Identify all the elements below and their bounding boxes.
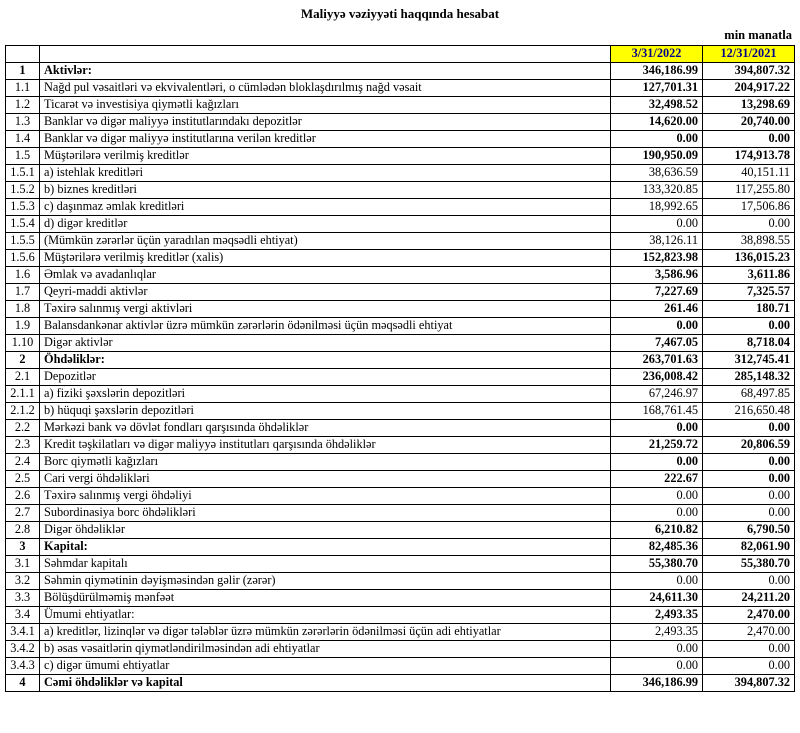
row-value-2022: 0.00 — [611, 505, 703, 522]
table-row — [6, 335, 795, 352]
row-number: 2.8 — [6, 522, 40, 539]
row-value-2021: 68,497.85 — [703, 386, 795, 403]
row-value-2022: 21,259.72 — [611, 437, 703, 454]
table-row — [6, 641, 795, 658]
table-body — [6, 63, 795, 692]
row-value-2022: 32,498.52 — [611, 97, 703, 114]
row-label: a) fiziki şəxslərin depozitləri — [40, 386, 611, 403]
row-label: Digər aktivlər — [40, 335, 611, 352]
row-value-2021: 0.00 — [703, 216, 795, 233]
row-number: 2.1.1 — [6, 386, 40, 403]
table-row — [6, 505, 795, 522]
row-value-2021: 20,740.00 — [703, 114, 795, 131]
row-number: 2.3 — [6, 437, 40, 454]
row-label: Ticarət və investisiya qiymətli kağızları — [40, 97, 611, 114]
table-row — [6, 590, 795, 607]
row-value-2021: 216,650.48 — [703, 403, 795, 420]
table-row — [6, 165, 795, 182]
table-row — [6, 488, 795, 505]
row-value-2022: 236,008.42 — [611, 369, 703, 386]
row-label: b) biznes kreditləri — [40, 182, 611, 199]
row-label: Ümumi ehtiyatlar: — [40, 607, 611, 624]
row-value-2022: 346,186.99 — [611, 63, 703, 80]
row-value-2021: 20,806.59 — [703, 437, 795, 454]
row-label: Borc qiymətli kağızları — [40, 454, 611, 471]
row-value-2022: 168,761.45 — [611, 403, 703, 420]
row-number: 3.4.2 — [6, 641, 40, 658]
row-number: 1.2 — [6, 97, 40, 114]
row-label: Subordinasiya borc öhdəlikləri — [40, 505, 611, 522]
row-value-2021: 0.00 — [703, 420, 795, 437]
row-value-2022: 6,210.82 — [611, 522, 703, 539]
row-value-2022: 24,611.30 — [611, 590, 703, 607]
row-number: 1.5.4 — [6, 216, 40, 233]
row-label: Kapital: — [40, 539, 611, 556]
row-value-2021: 0.00 — [703, 318, 795, 335]
row-value-2021: 285,148.32 — [703, 369, 795, 386]
row-label: Müştərilərə verilmiş kreditlər — [40, 148, 611, 165]
table-row — [6, 267, 795, 284]
row-value-2022: 38,126.11 — [611, 233, 703, 250]
table-row — [6, 539, 795, 556]
row-number: 1.3 — [6, 114, 40, 131]
row-value-2022: 346,186.99 — [611, 675, 703, 692]
row-number: 1.5 — [6, 148, 40, 165]
row-label: Səhmin qiymətinin dəyişməsindən gəlir (zərər) — [40, 573, 611, 590]
row-value-2021: 0.00 — [703, 658, 795, 675]
table-header-row — [6, 46, 795, 63]
table-row — [6, 522, 795, 539]
table-row — [6, 63, 795, 80]
row-value-2021: 40,151.11 — [703, 165, 795, 182]
table-row — [6, 556, 795, 573]
table-row — [6, 199, 795, 216]
row-label: Digər öhdəliklər — [40, 522, 611, 539]
row-number: 3.4.3 — [6, 658, 40, 675]
table-row — [6, 233, 795, 250]
row-value-2021: 394,807.32 — [703, 675, 795, 692]
row-value-2021: 2,470.00 — [703, 607, 795, 624]
row-value-2022: 0.00 — [611, 318, 703, 335]
row-number: 3.4.1 — [6, 624, 40, 641]
table-row — [6, 454, 795, 471]
table-row — [6, 131, 795, 148]
row-value-2022: 0.00 — [611, 454, 703, 471]
row-value-2022: 0.00 — [611, 131, 703, 148]
row-label: Nağd pul vəsaitləri və ekvivalentləri, o cümlədən bloklaşdırılmış nağd vəsait — [40, 80, 611, 97]
row-value-2021: 55,380.70 — [703, 556, 795, 573]
row-value-2021: 13,298.69 — [703, 97, 795, 114]
row-value-2022: 190,950.09 — [611, 148, 703, 165]
row-number: 1.5.5 — [6, 233, 40, 250]
table-row — [6, 573, 795, 590]
row-value-2021: 394,807.32 — [703, 63, 795, 80]
row-value-2021: 2,470.00 — [703, 624, 795, 641]
row-number: 1.9 — [6, 318, 40, 335]
row-label: b) hüquqi şəxslərin depozitləri — [40, 403, 611, 420]
row-number: 2.5 — [6, 471, 40, 488]
row-number: 2.6 — [6, 488, 40, 505]
table-row — [6, 624, 795, 641]
row-number: 3 — [6, 539, 40, 556]
row-number: 1.5.2 — [6, 182, 40, 199]
row-value-2021: 174,913.78 — [703, 148, 795, 165]
table-row — [6, 148, 795, 165]
row-value-2021: 3,611.86 — [703, 267, 795, 284]
page-title: Maliyyə vəziyyəti haqqında hesabat — [300, 6, 500, 21]
row-value-2022: 133,320.85 — [611, 182, 703, 199]
table-row — [6, 80, 795, 97]
row-label: Səhmdar kapitalı — [40, 556, 611, 573]
row-value-2022: 55,380.70 — [611, 556, 703, 573]
financial-position-table — [5, 45, 795, 692]
row-value-2022: 127,701.31 — [611, 80, 703, 97]
unit-note: min manatla — [724, 28, 792, 42]
table-row — [6, 658, 795, 675]
header-period-2021: 12/31/2021 — [703, 46, 795, 63]
row-value-2022: 7,227.69 — [611, 284, 703, 301]
row-label: Təxirə salınmış vergi öhdəliyi — [40, 488, 611, 505]
row-label: Mərkəzi bank və dövlət fondları qarşısında öhdəliklər — [40, 420, 611, 437]
row-value-2022: 82,485.36 — [611, 539, 703, 556]
table-row — [6, 97, 795, 114]
row-number: 2.4 — [6, 454, 40, 471]
row-number: 3.3 — [6, 590, 40, 607]
row-label: Aktivlər: — [40, 63, 611, 80]
row-value-2022: 0.00 — [611, 658, 703, 675]
row-number: 2.2 — [6, 420, 40, 437]
row-value-2021: 204,917.22 — [703, 80, 795, 97]
row-label: b) əsas vəsaitlərin qiymətləndirilməsindən adi ehtiyatlar — [40, 641, 611, 658]
table-row — [6, 216, 795, 233]
table-row — [6, 318, 795, 335]
table-row — [6, 301, 795, 318]
row-number: 3.2 — [6, 573, 40, 590]
row-value-2022: 7,467.05 — [611, 335, 703, 352]
row-label: Cari vergi öhdəlikləri — [40, 471, 611, 488]
row-label: Depozitlər — [40, 369, 611, 386]
row-value-2021: 24,211.20 — [703, 590, 795, 607]
row-label: Öhdəliklər: — [40, 352, 611, 369]
row-number: 1.1 — [6, 80, 40, 97]
row-number: 3.1 — [6, 556, 40, 573]
row-value-2022: 261.46 — [611, 301, 703, 318]
row-label: a) kreditlər, lizinqlər və digər tələblər üzrə mümkün zərərlərin ödənilməsi üçün adi ehtiyatlar — [40, 624, 611, 641]
row-value-2022: 152,823.98 — [611, 250, 703, 267]
row-label: Əmlak və avadanlıqlar — [40, 267, 611, 284]
row-value-2021: 0.00 — [703, 505, 795, 522]
header-label-cell — [40, 46, 611, 63]
row-value-2021: 0.00 — [703, 131, 795, 148]
row-value-2021: 38,898.55 — [703, 233, 795, 250]
row-value-2021: 7,325.57 — [703, 284, 795, 301]
row-value-2021: 82,061.90 — [703, 539, 795, 556]
table-row — [6, 386, 795, 403]
row-value-2021: 0.00 — [703, 641, 795, 658]
table-row — [6, 471, 795, 488]
row-value-2022: 0.00 — [611, 488, 703, 505]
table-row — [6, 403, 795, 420]
row-value-2022: 0.00 — [611, 641, 703, 658]
row-value-2022: 67,246.97 — [611, 386, 703, 403]
row-number: 1.7 — [6, 284, 40, 301]
row-label: Cəmi öhdəliklər və kapital — [40, 675, 611, 692]
row-label: Müştərilərə verilmiş kreditlər (xalis) — [40, 250, 611, 267]
row-number: 1.10 — [6, 335, 40, 352]
row-number: 4 — [6, 675, 40, 692]
row-label: Bölüşdürülməmiş mənfəət — [40, 590, 611, 607]
row-number: 2 — [6, 352, 40, 369]
row-value-2021: 180.71 — [703, 301, 795, 318]
row-value-2021: 312,745.41 — [703, 352, 795, 369]
row-value-2022: 0.00 — [611, 573, 703, 590]
row-value-2022: 18,992.65 — [611, 199, 703, 216]
row-value-2021: 17,506.86 — [703, 199, 795, 216]
row-value-2021: 0.00 — [703, 573, 795, 590]
row-number: 1.5.1 — [6, 165, 40, 182]
row-value-2021: 0.00 — [703, 488, 795, 505]
row-value-2022: 14,620.00 — [611, 114, 703, 131]
row-value-2021: 117,255.80 — [703, 182, 795, 199]
row-label: Balansdankənar aktivlər üzrə mümkün zərərlərin ödənilməsi üçün məqsədli ehtiyat — [40, 318, 611, 335]
row-number: 1 — [6, 63, 40, 80]
table-row — [6, 182, 795, 199]
row-label: (Mümkün zərərlər üçün yaradılan məqsədli ehtiyat) — [40, 233, 611, 250]
row-value-2022: 0.00 — [611, 216, 703, 233]
row-label: Təxirə salınmış vergi aktivləri — [40, 301, 611, 318]
row-number: 3.4 — [6, 607, 40, 624]
row-value-2021: 136,015.23 — [703, 250, 795, 267]
table-row — [6, 420, 795, 437]
row-number: 1.5.3 — [6, 199, 40, 216]
row-value-2022: 2,493.35 — [611, 624, 703, 641]
row-label: a) istehlak kreditləri — [40, 165, 611, 182]
row-number: 2.1.2 — [6, 403, 40, 420]
row-value-2021: 6,790.50 — [703, 522, 795, 539]
table-row — [6, 352, 795, 369]
table-row — [6, 607, 795, 624]
table-row — [6, 675, 795, 692]
row-label: Banklar və digər maliyyə institutlarındakı depozitlər — [40, 114, 611, 131]
table-row — [6, 369, 795, 386]
header-num-cell — [6, 46, 40, 63]
row-label: d) digər kreditlər — [40, 216, 611, 233]
row-label: Banklar və digər maliyyə institutlarına verilən kreditlər — [40, 131, 611, 148]
row-value-2022: 263,701.63 — [611, 352, 703, 369]
row-number: 1.6 — [6, 267, 40, 284]
row-number: 1.5.6 — [6, 250, 40, 267]
row-number: 1.8 — [6, 301, 40, 318]
table-row — [6, 250, 795, 267]
row-label: c) digər ümumi ehtiyatlar — [40, 658, 611, 675]
row-value-2021: 0.00 — [703, 454, 795, 471]
row-value-2022: 222.67 — [611, 471, 703, 488]
row-label: Kredit təşkilatları və digər maliyyə institutları qarşısında öhdəliklər — [40, 437, 611, 454]
row-value-2021: 8,718.04 — [703, 335, 795, 352]
row-value-2021: 0.00 — [703, 471, 795, 488]
row-value-2022: 2,493.35 — [611, 607, 703, 624]
table-row — [6, 437, 795, 454]
table-row — [6, 284, 795, 301]
row-value-2022: 3,586.96 — [611, 267, 703, 284]
row-number: 2.1 — [6, 369, 40, 386]
row-label: c) daşınmaz əmlak kreditləri — [40, 199, 611, 216]
row-value-2022: 38,636.59 — [611, 165, 703, 182]
table-row — [6, 114, 795, 131]
row-number: 2.7 — [6, 505, 40, 522]
row-label: Qeyri-maddi aktivlər — [40, 284, 611, 301]
row-number: 1.4 — [6, 131, 40, 148]
header-period-2022: 3/31/2022 — [611, 46, 703, 63]
row-value-2022: 0.00 — [611, 420, 703, 437]
